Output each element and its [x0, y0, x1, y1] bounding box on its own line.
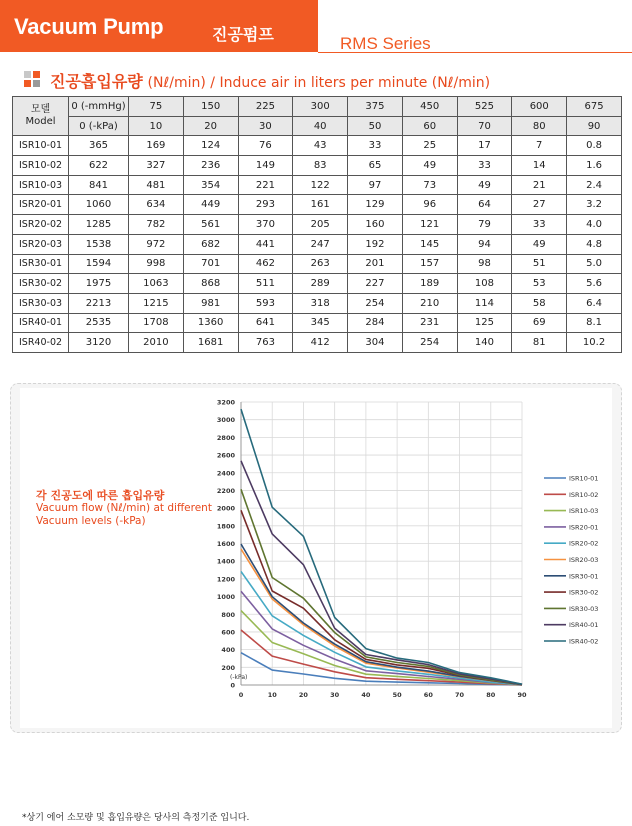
legend-label: ISR10-02 — [569, 490, 599, 499]
flow-value-cell: 5.6 — [567, 274, 622, 294]
y-tick-label: 600 — [221, 628, 235, 637]
flow-value-cell: 0.8 — [567, 136, 622, 156]
flow-value-cell: 33 — [512, 215, 567, 235]
flow-value-cell: 27 — [512, 195, 567, 215]
kpa-header-cell: 80 — [512, 116, 567, 136]
flow-value-cell: 157 — [402, 254, 457, 274]
flow-value-cell: 201 — [348, 254, 403, 274]
legend-label: ISR20-01 — [569, 523, 599, 532]
model-header-korean: 모델 — [30, 104, 51, 116]
x-axis-unit-label: (-kPa) — [230, 674, 248, 681]
x-tick-label: 70 — [455, 691, 465, 699]
kpa-header-cell: 50 — [348, 116, 403, 136]
mmhg-header-cell: 150 — [183, 97, 238, 117]
legend-label: ISR10-03 — [569, 507, 599, 516]
flow-value-cell: 17 — [457, 136, 512, 156]
y-tick-label: 400 — [221, 646, 235, 655]
flow-value-cell: 160 — [348, 215, 403, 235]
series-label: RMS Series — [340, 34, 431, 53]
model-cell: ISR10-01 — [13, 136, 69, 156]
kpa-header-cell: 30 — [238, 116, 293, 136]
flow-value-cell: 868 — [183, 274, 238, 294]
flow-value-cell: 69 — [512, 313, 567, 333]
flow-value-cell: 149 — [238, 156, 293, 176]
flow-value-cell: 1285 — [69, 215, 129, 235]
model-cell: ISR20-03 — [13, 234, 69, 254]
flow-value-cell: 161 — [293, 195, 348, 215]
model-cell: ISR40-01 — [13, 313, 69, 333]
flow-value-cell: 622 — [69, 156, 129, 176]
flow-value-cell: 284 — [348, 313, 403, 333]
flow-value-cell: 64 — [457, 195, 512, 215]
flow-value-cell: 21 — [512, 175, 567, 195]
flow-value-cell: 441 — [238, 234, 293, 254]
flow-value-cell: 1681 — [183, 333, 238, 353]
flow-value-cell: 51 — [512, 254, 567, 274]
legend-label: ISR20-03 — [569, 556, 599, 564]
y-tick-label: 0 — [230, 681, 235, 690]
flow-value-cell: 511 — [238, 274, 293, 294]
y-tick-label: 2400 — [216, 469, 235, 478]
x-tick-label: 60 — [423, 691, 433, 699]
flow-value-cell: 354 — [183, 175, 238, 195]
flow-value-cell: 1060 — [69, 195, 129, 215]
mmhg-header-cell: 225 — [238, 97, 293, 117]
flow-value-cell: 6.4 — [567, 293, 622, 313]
flow-value-cell: 304 — [348, 333, 403, 353]
kpa-header-cell: 0 (-kPa) — [69, 116, 129, 136]
flow-value-cell: 122 — [293, 175, 348, 195]
flow-value-cell: 83 — [293, 156, 348, 176]
flow-value-cell: 782 — [129, 215, 184, 235]
legend-label: ISR40-01 — [569, 621, 599, 630]
legend-label: ISR20-02 — [569, 539, 599, 548]
flow-value-cell: 412 — [293, 333, 348, 353]
flow-value-cell: 49 — [457, 175, 512, 195]
flow-value-cell: 1538 — [69, 234, 129, 254]
flow-value-cell: 841 — [69, 175, 129, 195]
flow-value-cell: 247 — [293, 234, 348, 254]
model-header-english: Model — [25, 116, 56, 128]
flow-value-cell: 462 — [238, 254, 293, 274]
flow-value-cell: 293 — [238, 195, 293, 215]
flow-value-cell: 81 — [512, 333, 567, 353]
flow-value-cell: 1708 — [129, 313, 184, 333]
series-line-isr40-01 — [241, 461, 522, 685]
flow-value-cell: 254 — [402, 333, 457, 353]
flow-value-cell: 981 — [183, 293, 238, 313]
flow-value-cell: 129 — [348, 195, 403, 215]
flow-value-cell: 169 — [129, 136, 184, 156]
flow-value-cell: 121 — [402, 215, 457, 235]
model-cell: ISR20-02 — [13, 215, 69, 235]
mmhg-header-cell: 600 — [512, 97, 567, 117]
model-cell: ISR30-01 — [13, 254, 69, 274]
chart-caption-korean: 각 진공도에 따른 흡입유량 — [36, 489, 165, 502]
flow-value-cell: 4.8 — [567, 234, 622, 254]
flow-value-cell: 1594 — [69, 254, 129, 274]
model-cell: ISR10-02 — [13, 156, 69, 176]
y-tick-label: 3000 — [216, 416, 235, 425]
section-title-korean: 진공흡입유량 — [50, 72, 143, 91]
page-title-korean: 진공펌프 — [212, 25, 274, 44]
flow-value-cell: 33 — [457, 156, 512, 176]
flow-value-cell: 98 — [457, 254, 512, 274]
series-line-isr30-03 — [241, 489, 522, 684]
flow-value-cell: 1215 — [129, 293, 184, 313]
series-line-isr40-02 — [241, 409, 522, 684]
y-tick-label: 2800 — [216, 433, 235, 442]
footnote: *상기 에어 소모량 및 흡입유량은 당사의 측정기준 입니다. — [22, 813, 250, 823]
flow-value-cell: 1.6 — [567, 156, 622, 176]
flow-value-cell: 972 — [129, 234, 184, 254]
flow-value-cell: 94 — [457, 234, 512, 254]
flow-value-cell: 3120 — [69, 333, 129, 353]
y-tick-label: 3200 — [216, 398, 235, 407]
flow-value-cell: 124 — [183, 136, 238, 156]
kpa-header-cell: 60 — [402, 116, 457, 136]
y-tick-label: 1400 — [216, 557, 235, 566]
flow-value-cell: 263 — [293, 254, 348, 274]
y-tick-label: 1000 — [216, 593, 235, 602]
legend-label: ISR40-02 — [569, 637, 599, 646]
y-tick-label: 200 — [221, 663, 235, 672]
flow-value-cell: 370 — [238, 215, 293, 235]
flow-value-cell: 236 — [183, 156, 238, 176]
mmhg-header-cell: 75 — [129, 97, 184, 117]
flow-value-cell: 701 — [183, 254, 238, 274]
x-tick-label: 50 — [392, 691, 402, 699]
flow-value-cell: 641 — [238, 313, 293, 333]
flow-value-cell: 2.4 — [567, 175, 622, 195]
flow-value-cell: 2010 — [129, 333, 184, 353]
mmhg-header-cell: 675 — [567, 97, 622, 117]
y-tick-label: 2600 — [216, 451, 235, 460]
mmhg-header-cell: 0 (-mmHg) — [69, 97, 129, 117]
mmhg-header-cell: 450 — [402, 97, 457, 117]
legend-label: ISR10-01 — [569, 474, 599, 483]
flow-value-cell: 210 — [402, 293, 457, 313]
flow-value-cell: 327 — [129, 156, 184, 176]
flow-value-cell: 205 — [293, 215, 348, 235]
flow-value-cell: 189 — [402, 274, 457, 294]
chart-caption-english: Vacuum flow (Nℓ/min) at different Vacuum levels (-kPa) — [36, 502, 212, 527]
model-cell: ISR10-03 — [13, 175, 69, 195]
x-tick-label: 40 — [361, 691, 371, 699]
y-tick-label: 1800 — [216, 522, 235, 531]
flow-value-cell: 58 — [512, 293, 567, 313]
x-tick-label: 20 — [298, 691, 308, 699]
kpa-header-cell: 90 — [567, 116, 622, 136]
flow-value-cell: 108 — [457, 274, 512, 294]
flow-value-cell: 1975 — [69, 274, 129, 294]
flow-value-cell: 25 — [402, 136, 457, 156]
x-tick-label: 90 — [517, 691, 527, 699]
model-cell: ISR30-03 — [13, 293, 69, 313]
model-cell: ISR30-02 — [13, 274, 69, 294]
x-tick-label: 80 — [486, 691, 496, 699]
flow-value-cell: 682 — [183, 234, 238, 254]
flow-value-cell: 96 — [402, 195, 457, 215]
flow-value-cell: 97 — [348, 175, 403, 195]
flow-value-cell: 5.0 — [567, 254, 622, 274]
flow-value-cell: 53 — [512, 274, 567, 294]
flow-value-cell: 73 — [402, 175, 457, 195]
flow-value-cell: 145 — [402, 234, 457, 254]
kpa-header-cell: 10 — [129, 116, 184, 136]
flow-value-cell: 221 — [238, 175, 293, 195]
mmhg-header-cell: 375 — [348, 97, 403, 117]
flow-value-cell: 481 — [129, 175, 184, 195]
mmhg-header-cell: 300 — [293, 97, 348, 117]
model-cell: ISR20-01 — [13, 195, 69, 215]
flow-value-cell: 763 — [238, 333, 293, 353]
flow-value-cell: 593 — [238, 293, 293, 313]
flow-value-cell: 140 — [457, 333, 512, 353]
mmhg-header-cell: 525 — [457, 97, 512, 117]
flow-value-cell: 254 — [348, 293, 403, 313]
y-tick-label: 2000 — [216, 504, 235, 513]
section-title-english: (Nℓ/min) / Induce air in liters per minute (Nℓ/min) — [147, 75, 491, 91]
flow-value-cell: 10.2 — [567, 333, 622, 353]
legend-label: ISR30-02 — [569, 588, 599, 597]
kpa-header-cell: 40 — [293, 116, 348, 136]
legend-label: ISR30-01 — [569, 572, 599, 581]
flow-value-cell: 2535 — [69, 313, 129, 333]
page-title: Vacuum Pump — [14, 14, 164, 39]
model-cell: ISR40-02 — [13, 333, 69, 353]
flow-value-cell: 49 — [512, 234, 567, 254]
y-tick-label: 2200 — [216, 486, 235, 495]
kpa-header-cell: 20 — [183, 116, 238, 136]
legend-label: ISR30-03 — [569, 604, 599, 613]
flow-value-cell: 14 — [512, 156, 567, 176]
series-line-isr10-03 — [241, 611, 522, 685]
x-tick-label: 0 — [238, 691, 244, 699]
flow-value-cell: 65 — [348, 156, 403, 176]
flow-value-cell: 1063 — [129, 274, 184, 294]
flow-value-cell: 4.0 — [567, 215, 622, 235]
flow-value-cell: 43 — [293, 136, 348, 156]
flow-value-cell: 634 — [129, 195, 184, 215]
flow-value-cell: 318 — [293, 293, 348, 313]
flow-value-cell: 2213 — [69, 293, 129, 313]
flow-value-cell: 49 — [402, 156, 457, 176]
flow-value-cell: 345 — [293, 313, 348, 333]
flow-value-cell: 998 — [129, 254, 184, 274]
flow-value-cell: 1360 — [183, 313, 238, 333]
flow-value-cell: 114 — [457, 293, 512, 313]
flow-value-cell: 231 — [402, 313, 457, 333]
flow-value-cell: 365 — [69, 136, 129, 156]
y-tick-label: 1600 — [216, 540, 235, 548]
flow-value-cell: 561 — [183, 215, 238, 235]
flow-value-cell: 79 — [457, 215, 512, 235]
kpa-header-cell: 70 — [457, 116, 512, 136]
x-tick-label: 30 — [330, 691, 340, 699]
flow-value-cell: 289 — [293, 274, 348, 294]
y-tick-label: 800 — [221, 610, 235, 619]
flow-value-cell: 76 — [238, 136, 293, 156]
y-tick-label: 1200 — [216, 575, 235, 584]
flow-value-cell: 125 — [457, 313, 512, 333]
x-tick-label: 10 — [267, 691, 277, 699]
flow-value-cell: 8.1 — [567, 313, 622, 333]
flow-value-cell: 192 — [348, 234, 403, 254]
flow-value-cell: 7 — [512, 136, 567, 156]
flow-value-cell: 33 — [348, 136, 403, 156]
flow-value-cell: 227 — [348, 274, 403, 294]
flow-value-cell: 449 — [183, 195, 238, 215]
flow-value-cell: 3.2 — [567, 195, 622, 215]
